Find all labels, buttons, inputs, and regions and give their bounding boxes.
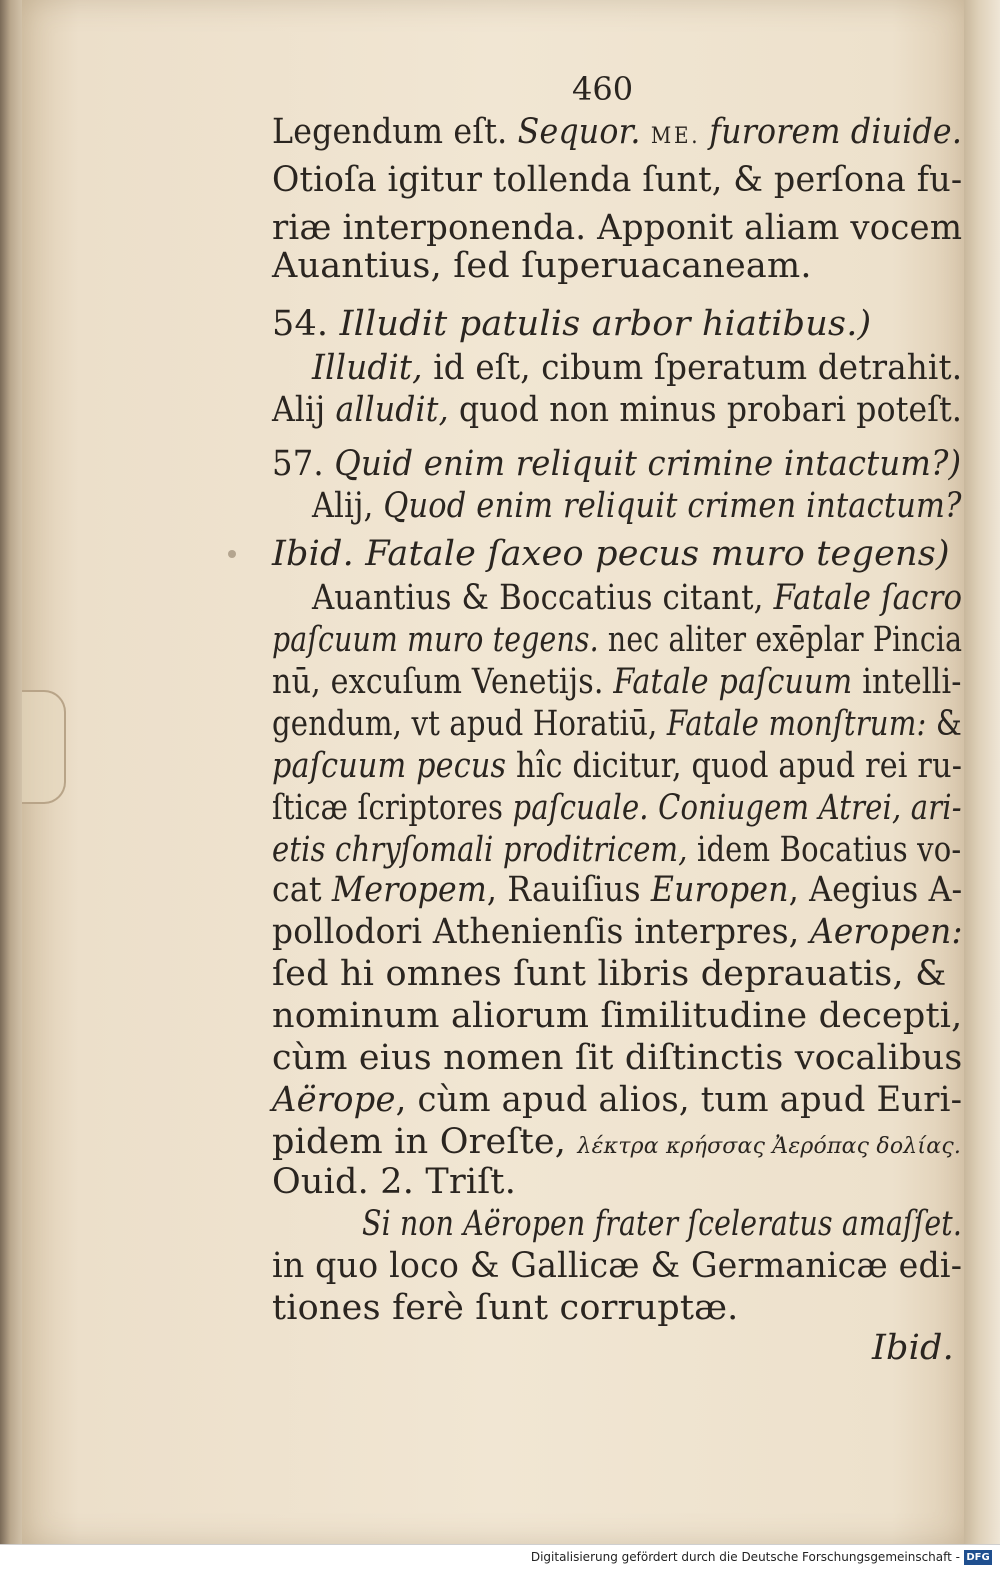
text-segment: alludit, [335, 390, 459, 430]
text-line [312, 486, 962, 526]
text-segment: Quod enim reliquit crimen intactum? [383, 486, 962, 526]
text-segment: Ouid. 2. Triſt. [272, 1162, 517, 1202]
text-line [272, 534, 962, 574]
text-segment: gendum, vt apud Horatiū, [272, 704, 667, 744]
text-segment: nec aliter exēplar Pincia [607, 620, 963, 660]
text-segment: riæ interponenda. Apponit aliam vocem [272, 208, 963, 248]
text-line [272, 208, 963, 248]
text-segment: Meropem [331, 870, 487, 910]
text-segment: Alij [272, 390, 336, 430]
dfg-logo: DFG [964, 1550, 992, 1565]
text-segment: etis chryſomali proditricem, [272, 830, 697, 870]
text-segment: nominum aliorum ſimilitudine decepti, [272, 996, 963, 1036]
right-page-edge [964, 0, 1000, 1545]
text-segment: Europen [650, 870, 789, 910]
text-segment: & [935, 704, 962, 744]
margin-dot [228, 550, 236, 558]
text-segment: , Rauiſius [486, 870, 651, 910]
text-segment: Fatale paſcuum [613, 662, 863, 702]
text-line [272, 1162, 962, 1202]
text-segment: Ibid. Fatale ſaxeo pecus muro tegens) [272, 534, 950, 574]
text-segment: idem Bocatius vo- [696, 830, 962, 870]
text-segment: intelli- [862, 662, 962, 702]
text-segment: ſed hi omnes ſunt libris deprauatis, & [272, 954, 947, 994]
text-segment: id eſt, cibum ſperatum detrahit. [433, 348, 963, 388]
text-segment: Quid enim reliquit crimine intactum?) [334, 444, 962, 484]
text-line [272, 954, 962, 994]
text-segment: Fatale ſacro [773, 578, 963, 618]
text-segment: paſcuale. Coniugem Atrei, ari- [512, 788, 962, 828]
text-line [272, 746, 963, 786]
text-segment: Auantius, ſed ſuperuacaneam. [272, 246, 812, 286]
text-line [272, 996, 962, 1036]
text-segment: Ibid. [872, 1328, 954, 1368]
text-line [272, 390, 963, 430]
text-segment: furorem diuide. [709, 112, 963, 152]
text-segment: nū, excuſum Venetijs. [272, 662, 614, 702]
text-segment: ſticæ ſcriptores [272, 788, 513, 828]
text-line [272, 704, 962, 744]
text-line [272, 830, 962, 870]
text-segment: Otioſa igitur tollenda ſunt, & perſona fu- [272, 160, 963, 200]
text-line [272, 444, 962, 484]
text-segment: Aërope [272, 1080, 396, 1120]
text-segment: ME. [650, 124, 710, 149]
text-segment: pidem in Oreſte, [272, 1122, 578, 1162]
text-segment: Sequor. [517, 112, 651, 152]
text-segment: Illudit, [312, 348, 434, 388]
text-line [272, 620, 963, 660]
text-line [272, 1246, 963, 1286]
text-segment: Aeropen: [810, 912, 963, 952]
text-segment: in quo loco & Gallicæ & Germanicæ edi- [272, 1246, 963, 1286]
text-line [272, 112, 963, 157]
text-line [272, 1122, 962, 1167]
text-segment: Legendum eſt. [272, 112, 518, 152]
digitization-footer [0, 1544, 1000, 1572]
text-segment: 57. [272, 444, 335, 484]
text-segment: Alij, [312, 486, 384, 526]
page-number: 460 [572, 70, 634, 108]
text-segment: , Aegius A- [788, 870, 963, 910]
text-segment: λέκτρα κρήσσας Ἀερόπας δολίας. [577, 1134, 962, 1159]
text-line [312, 348, 963, 388]
text-line [272, 1080, 963, 1120]
text-line [272, 1038, 963, 1078]
text-segment: paſcuum muro tegens. [272, 620, 608, 660]
text-segment: quod non minus probari poteſt. [458, 390, 963, 430]
text-segment: 54. [272, 304, 340, 344]
text-segment: Si non Aëropen frater ſceleratus amaſſet. [362, 1204, 963, 1244]
page-clip-mark [22, 690, 66, 804]
text-line [272, 662, 962, 702]
text-segment: Auantius & Boccatius citant, [312, 578, 774, 618]
text-line [272, 870, 963, 910]
text-line [272, 1288, 962, 1328]
text-line [272, 912, 963, 952]
text-segment: Fatale monſtrum: [666, 704, 936, 744]
text-segment: Illudit patulis arbor hiatibus.) [339, 304, 872, 344]
text-line [362, 1204, 963, 1244]
book-page [22, 0, 968, 1545]
text-segment: tiones ferè ſunt corruptæ. [272, 1288, 739, 1328]
funding-credit: Digitalisierung gefördert durch die Deutsche Forschungsgemeinschaft - [530, 1550, 960, 1564]
text-line [272, 304, 962, 344]
text-line [312, 578, 963, 618]
text-segment: , cùm apud alios, tum apud Euri- [395, 1080, 963, 1120]
text-segment: pollodori Athenienſis interpres, [272, 912, 811, 952]
text-segment: cùm eius nomen ſit diſtinctis vocalibus [272, 1038, 963, 1078]
text-segment: paſcuum pecus [272, 746, 516, 786]
text-line [272, 160, 963, 200]
text-line [272, 246, 962, 286]
text-line [272, 788, 962, 828]
text-line [872, 1328, 962, 1368]
text-segment: cat [272, 870, 332, 910]
text-segment: hîc dicitur, quod apud rei ru- [515, 746, 963, 786]
